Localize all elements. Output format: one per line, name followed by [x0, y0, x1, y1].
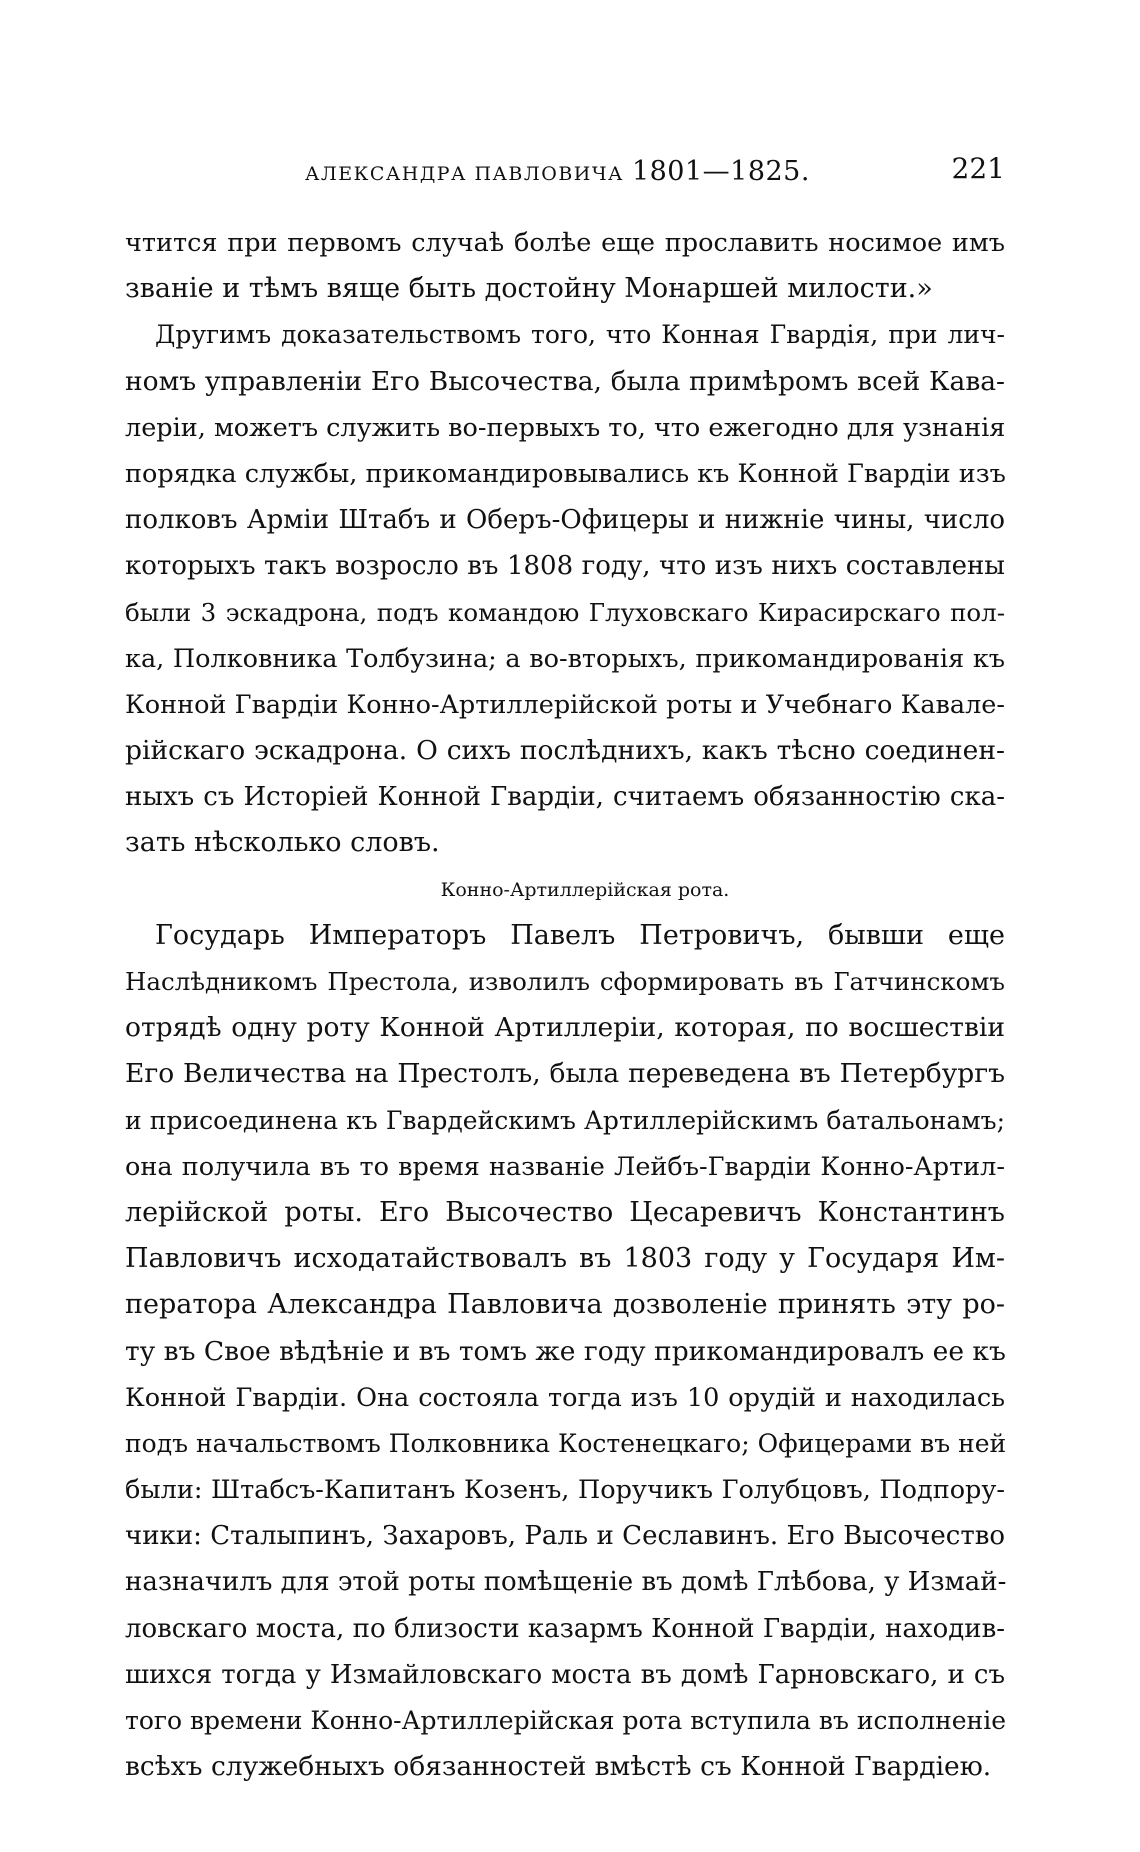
text-line: Его Величества на Престолъ, была переведена въ Петербургъ [125, 1058, 1005, 1090]
text-line: ныхъ съ Исторіей Конной Гвардіи, считаемъ обязанностію ска- [125, 782, 1005, 813]
text-line: зать нѣсколько словъ. [125, 827, 440, 859]
running-head-title [305, 156, 810, 187]
text-line: леріи, можетъ служить во-первыхъ то, что ежегодно для узнанія [125, 412, 1006, 443]
text-line: Конной Гвардіи. Она состояла тогда изъ 10 орудій и находилась [125, 1382, 1005, 1413]
text-line: рійскаго эскадрона. О сихъ послѣднихъ, какъ тѣсно соединен- [125, 735, 1005, 767]
text-line: полковъ Арміи Штабъ и Оберъ-Офицеры и нижніе чины, число [125, 505, 1005, 536]
text-line: назначилъ для этой роты помѣщеніе въ домѣ Глѣбова, у Измай- [125, 1567, 1007, 1598]
body-text [125, 220, 1005, 1790]
paragraph-3 [125, 913, 1005, 1791]
text-line: подъ начальствомъ Полковника Костенецкаго; Офицерами въ ней [125, 1428, 1007, 1458]
text-line: которыхъ такъ возросло въ 1808 году, что изъ нихъ составлены [125, 551, 1005, 582]
text-line: она получила въ то время названіе Лейбъ-Гвардіи Конно-Артил- [125, 1151, 1005, 1182]
text-line: ту въ Свое вѣдѣніе и въ томъ же году прикомандировалъ ее къ [125, 1335, 1006, 1367]
text-line: номъ управленіи Его Высочества, была примѣромъ всей Кава- [125, 365, 1005, 397]
text-line: отрядѣ одну роту Конной Артиллеріи, которая, по восшествіи [125, 1012, 1005, 1044]
text-line: того времени Конно-Артиллерійская рота вступила въ исполненіе [125, 1706, 1006, 1735]
running-head [125, 152, 1005, 192]
paragraph-2 [125, 312, 1005, 866]
text-line: и присоединена къ Гвардейскимъ Артиллерійскимъ батальонамъ; [125, 1105, 1005, 1135]
text-line: ка, Полковника Толбузина; а во-вторыхъ, прикомандированія къ [125, 643, 1005, 674]
text-line: Другимъ доказательствомъ того, что Конная Гвардія, при лич- [155, 320, 1005, 350]
text-line: всѣхъ служебныхъ обязанностей вмѣстѣ съ Конной Гвардіею. [125, 1751, 992, 1783]
running-head-years: 1801—1825. [631, 156, 810, 187]
text-line: шихся тогда у Измайловскаго моста въ домѣ Гарновскаго, и съ [125, 1659, 1005, 1690]
text-line: Конной Гвардіи Конно-Артиллерійской роты и Учебнаго Кавале- [125, 689, 1005, 720]
text-line: ловскаго моста, по близости казармъ Конной Гвардіи, находив- [125, 1613, 1005, 1644]
text-line: Павловичъ исходатайствовалъ въ 1803 году у Государя Им- [125, 1243, 1005, 1275]
text-line: Наслѣдникомъ Престола, изволилъ сформировать въ Гатчинскомъ [125, 967, 1005, 996]
text-line: чтится при первомъ случаѣ болѣе еще прославить носимое имъ [125, 228, 1005, 258]
text-line: званіе и тѣмъ вяще быть достойну Монаршей милости.» [125, 273, 933, 305]
text-line: ператора Александра Павловича дозволеніе принять эту ро- [125, 1289, 1005, 1321]
page-number: 221 [951, 152, 1005, 185]
text-line: порядка службы, прикомандировывались къ Конной Гвардіи изъ [125, 458, 1006, 489]
paragraph-1 [125, 220, 1005, 312]
text-line: Государь Императоръ Павелъ Петровичъ, бывши еще [155, 919, 1005, 951]
text-line: чики: Сталыпинъ, Захаровъ, Раль и Сеславинъ. Его Высочество [125, 1521, 1005, 1552]
running-head-title-text: АЛЕКСАНДРА ПАВЛОВИЧА [305, 163, 624, 185]
text-line: были 3 эскадрона, подъ командою Глуховскаго Кирасирскаго пол- [125, 597, 1005, 627]
text-line: были: Штабсъ-Капитанъ Козенъ, Поручикъ Голубцовъ, Подпору- [125, 1475, 1005, 1506]
text-line: лерійской роты. Его Высочество Цесаревичъ Константинъ [125, 1196, 1005, 1228]
section-title: Конно-Артиллерійская рота. [440, 878, 730, 901]
